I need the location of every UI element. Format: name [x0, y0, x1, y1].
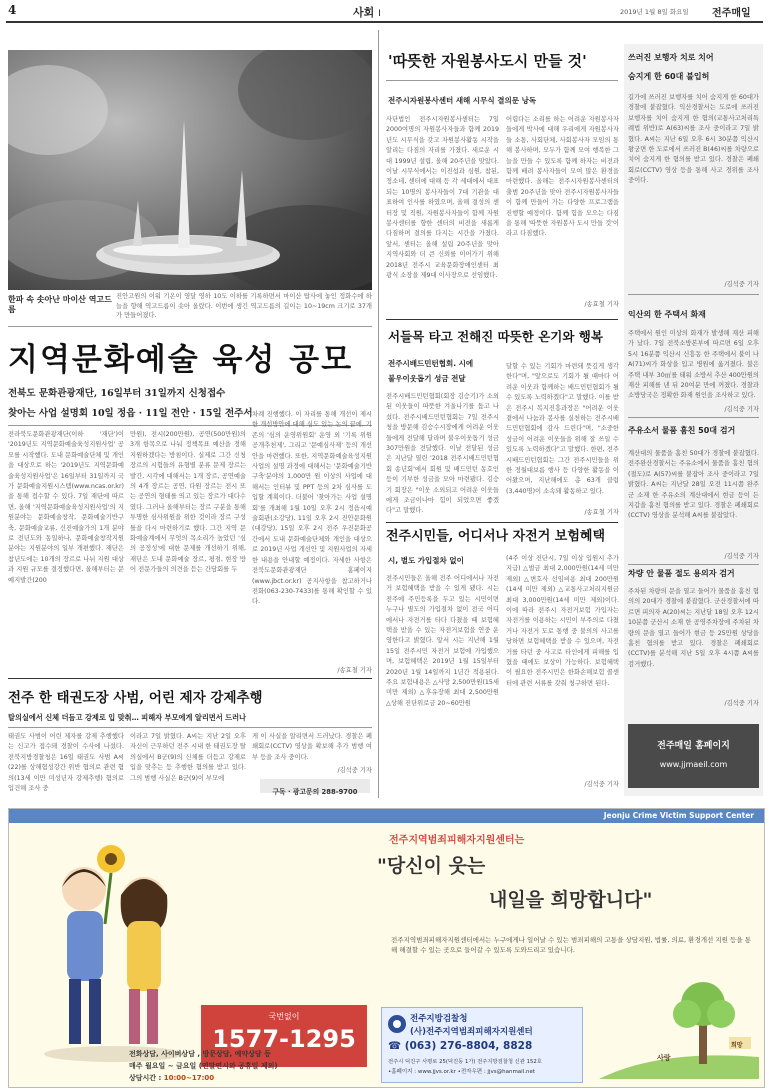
ad-hours-line: 상담시간 : 10:00~17:00	[129, 1074, 215, 1082]
volunteer-signature: /송효철 기자	[584, 301, 619, 308]
volunteer-col2: 어렵다는 소리를 하는 어려운 자원봉사자들에게 박사에 대해 우리에게 자원봉사자들 소통, 사회단체, 사회봉사자 모임의 통해 봉사하며, 모두가 함께 모여 행복한 그늘을 만들 수 있도록 함께 하자는 비전과 함께 배려 봉사자들이 모여 많은 환경을 마련했다. 올해는 전주시자원봉사센터의 출범 20주년을 맞아 전주시자원봉사자들이 함께 만들어 가는 다양한 프로그램을 진행할 예정이다. 함께 힘을 모으는 다짐을 통해 '따뜻한 자원봉사 도시 만들 것'이라고 다짐했다.	[506, 116, 619, 238]
volunteer-headline: '따뜻한 자원봉사도시 만들 것'	[388, 52, 587, 70]
welfare-bottom-rule	[386, 522, 618, 523]
art-headline: 지역문화예술 육성 공모	[8, 342, 354, 378]
paper-name: 전주매일	[712, 8, 751, 19]
homepage-promo-url[interactable]: www.jjmaeil.com	[659, 760, 728, 769]
photo-caption-title: 한파 속 솟아난 마이산 역고드름	[8, 295, 112, 314]
ad-hours-time: 10:00~17:00	[163, 1074, 215, 1082]
sidebar-rule-3	[628, 564, 759, 565]
art-rule	[8, 678, 372, 679]
hotline-label: 국번없이	[268, 1012, 300, 1021]
homepage-promo[interactable]	[628, 724, 759, 788]
art-col3: 차례 진행했다. 이 자리를 통해 개선이 제시한 개선방안에 대해 심도 있는 논의 끝에, 기존의 '심의 운영위원회' 운영 외 '기록 위원 공개추천제', 그리고 '문예심사제' 등의 개선안을 마련했다. 또한, 지역문화예술육성지원사업의 설명 과정에 대해서는 '문화예술기반구축'분야의 1,000만 원 이상의 사업에 대해서는 인터뷰 및 PPT 등의 2차 심사를 도입할 계획이다. 더불어 '찾아가는 사업 설명회'를 개최해 1월 10일 오후 2시 정읍시예술회관(소강당), 11일 오후 2시 진안문화원(대강당), 15일 오후 2시 전주 우진문화공간에서 도내 문화예술단체와 개인을 대상으로 2019년 사업 개선안 및 지원사업의 자세한 내용을 안내할 예정이다. 자세한 사항은 전북도문화관광재단 홈페이지(www.jbct.or.kr) 공지사항을 참고하거나 전화(063-230-7433)를 통해 확인할 수 있다.	[252, 411, 372, 606]
ad-slogan-line2: 내일을 희망합니다"	[489, 889, 653, 911]
ad-phone[interactable]: ☎ (063) 276-8804, 8828	[388, 1040, 533, 1052]
sidebar-news3-signature: /김석중 기자	[724, 553, 759, 560]
insurance-signature: /김석중 기자	[584, 781, 619, 788]
volunteer-sub: 전주시자원봉사센터 새해 시무식 결의문 낭독	[388, 96, 537, 105]
sidebar-news4-signature: /김석중 기자	[724, 700, 759, 707]
sidebar-news1-title2: 숨지게 한 60대 불입허	[628, 72, 710, 81]
insurance-col2: (4주 이상 진단시, 7일 이상 입원시 추가 지급) △벌금 최대 2,000만원(14세 미만 제외) △변호사 선임비용 최대 200만원(14세 미만 제외) △교통사고처리지원금 최대 3,000만원(14세 미만 제외)이다. 이에 따라 전주시 자전거보험 가입자는 자전거를 이용하는 시민이 부주의로 다쳤거나 자전거 도로 통행 중 불의의 사고를 당하면 보험혜택을 받을 수 있으며, 자전거를 타던 중 사고로 타인에게 피해를 입혔을 때에도 보상이 가능하다. 보험혜택이 필요한 전주시민은 한화손해보험 콜센터에 관련 서류를 갖춰 청구하면 된다.	[506, 555, 619, 687]
subscribe-text: 구독 · 광고문의 288-9700	[272, 788, 358, 796]
hotline-number[interactable]: 1577-1295	[212, 1025, 356, 1053]
sidebar-news4-title: 차량 안 물품 절도 용의자 검거	[628, 569, 735, 578]
insurance-headline: 전주시민들, 어디서나 자전거 보험혜택	[386, 529, 606, 544]
column-separator	[378, 30, 379, 798]
header-date: 2019년 1월 8일 화요일	[620, 8, 689, 16]
ad-sign-hope: 희망	[731, 1042, 743, 1049]
sidebar-news4-body: 주차된 차량의 문을 열고 들어가 물품을 훔친 혐의의 20대가 경찰에 붙잡혔다. 군산경찰서에 따르면 피의자 A(20)씨는 지난달 18일 오후 12시 10분쯤 군산시 소재 한 공영주차장에 주차된 차량의 문을 열고 들어가 현금 등 25만원 상당을 훔친 혐의를 받고 있다. 경찰은 폐쇄회로(CCTV)를 분석해 지난 5일 오후 4시쯤 A씨를 검거했다.	[628, 588, 759, 668]
volunteer-bottom-rule	[386, 319, 618, 320]
ad-logo-icon	[387, 1014, 407, 1034]
sidebar-news1-signature: /김석중 기자	[724, 281, 759, 288]
sidebar	[624, 44, 763, 796]
taekwondo-sub: 탈의실에서 신체 더듬고 강제로 입 맞춰… 피해자 부모에게 알리면서 드러나	[8, 713, 247, 722]
welfare-col2: 달할 수 있는 기회가 마련돼 뜻깊게 생각한다"며, "앞으로도 기회가 될 때마다 어려운 이웃과 함께하는 배드민턴협회가 될 수 있도록 노력하겠다"고 말했다. 이를 받은 전주시 복지진흥과장은 "어려운 이웃 곁에서 나눔과 봉사를 실천하는 전주시배드민턴협회에 감사 드린다"며, "소중한 성금이 어려운 이웃들을 위해 잘 쓰일 수 있도록 노력하겠다"고 말했다. 한편, 전주시배드민턴협회는 그간 전주시민들을 위한 정월대보름 행사 등 다양한 활동을 이어왔으며, 지난해에도 총 63개 클럽(3,440명)이 소속돼 활동하고 있다.	[506, 363, 619, 495]
art-signature: /송효철 기자	[337, 667, 372, 674]
main-photo	[8, 50, 372, 290]
ad-org1: 전주지방검찰청	[410, 1014, 468, 1024]
taekwondo-col1: 태권도 사범이 어린 제자를 강제 추행했다는 신고가 접수돼 경찰이 수사에 나섰다. 전북지방경찰청은 16일 태권도 사범 A씨(22)를 상해혐성강간 위반 협의로 관련 혐의(13세 이만 미성년자 강제추행) 혐의로 입건해 조사 중	[8, 733, 124, 793]
sidebar-news1-title: 쓰러진 보행자 치로 치어	[628, 53, 714, 62]
welfare-col1: 전주시배드민턴협회(회장 김승기)가 소외된 이웃들이 따뜻한 겨울나기를 돕고 나섰다. 전주시배드민턴협회는 7일 전주시청을 방문해 김승수시장에게 어려운 이웃들에게 전달해 달라며 불우이웃돕기 성금 307만원을 전달했다. 이날 전달된 성금은 지난달 열린 '2018 전주시배드민턴협회 송년회'에서 회원 및 배드민턴 동호인 등이 기부한 성금을 모아 마련됐다. 김승기 회장은 "이웃 소외되고 어려운 이웃들에게 조금이나마 힘이 되었으면 좋겠다"고 말했다.	[386, 393, 499, 515]
page-number: 4	[8, 3, 17, 17]
ad-org2: (사)전주지역범죄피해자지원센터	[410, 1027, 533, 1037]
ad-contact-box	[381, 1007, 583, 1083]
welfare-headline: 서들목 타고 전해진 따뜻한 온기와 행복	[388, 329, 603, 344]
sidebar-news2-title: 익산의 한 주택서 화재	[628, 310, 706, 319]
art-sub2: 찾아는 사업 설명회 10일 정읍 · 11일 전안 · 15일 전주서	[8, 408, 253, 419]
volunteer-col1: 사단법인 전주시자원봉사센터는 7일 2000여명의 자원봉사자들과 함께 2019년도 시무식을 갖고 자원봉사활동 시작을 알리는 다짐의 자리를 가졌다. 새로운 시대 1999년 설립, 올해 20주년을 맞았다. 이날 시무식에서는 이진섭과 심원, 참된, 정소네, 센터에 대해 등 각 세대에서 대표되는 10명의 봉사자들이 7대 기관을 대표하여 인사를 하였으며, 올해 결성의 센터장 및 직원, 자원봉사자들이 함께 자원봉사센터를 향한 센터의 비전을 새롭게 다짐하며 결의를 다지는 시간을 가졌다. 앞서, 센터는 올해 설립 20주년을 맞아 지역사회와 더 큰 신뢰를 이어가기 위해 2018년 전주시 교육문화장애인센터 최광식 소장을 제9대 이사장으로 선임했다.	[386, 116, 499, 280]
sidebar-rule-2	[628, 417, 759, 418]
ad-top-bar	[9, 809, 764, 823]
header-rule	[6, 21, 763, 23]
sidebar-news2-body: 주택에서 원인 미상의 화재가 발생해 재산 피해가 났다. 7일 전북소방본부에 따르면 6일 오후 5시 16분쯤 익산시 신흥동 한 주택에서 불이 나 A(71)씨가 화상을 입고 병원에 옮겨졌다. 불은 주택 내부 30㎡를 태워 소방서 추산 400만원의 재산 피해를 낸 뒤 20여분 만에 꺼졌다. 경찰과 소방당국은 정확한 화재 원인을 조사하고 있다.	[628, 330, 759, 400]
insurance-col1: 전주시민들은 올해 전주 어디에서나 자전거 보험혜택을 받을 수 있게 됐다. 시는 전주에 주민등록을 두고 있는 시민이면 누구나 별도의 가입절차 없이 전국 어디에서나 자전거를 타다 다쳤을 때 보험혜택을 받을 수 있는 자전거보험을 연중 운영한다고 밝혔다. 앞서 시는 지난해 1월 15일 전주시민 자전거 보험에 가입했으며, 보험혜택은 2019년 1월 15일부터 2020년 1월 14일까지 1년간 적용된다. 주요 보험내용은 △사망 2,500만원(15세 미만 제외) △후유장해 최대 2,500만원 △상해 진단위로금 20~60만원	[386, 575, 499, 707]
subscribe-bar	[260, 779, 370, 796]
ad-tree-illustration	[599, 979, 759, 1079]
welfare-sub1: 전주시배드민턴협회. 시에	[388, 359, 474, 368]
ad-hours: 매주 월요일 ~ 금요일 (연말연시와 공휴일 제외)	[129, 1062, 278, 1070]
section-title: 사회 I	[353, 6, 381, 19]
sidebar-news1-body: 길가에 쓰러진 보행자를 치어 숨지게 한 60대가 경찰에 붙잡혔다. 익산경찰서는 도로에 쓰러진 보행자를 치어 숨지게 한 혐의(교통사고처리특례법 위반)로 A(63)씨를 조사 중이라고 7일 밝혔다. A씨는 지난 6일 오후 6시 30분쯤 익산시 왕궁면 한 도로에서 쓰러진 B(46)씨를 차량으로 치어 숨지게 한 혐의를 받고 있다. 경찰은 폐쇄회로(CCTV) 영상 등을 통해 사고 경위를 조사 중이다.	[628, 94, 759, 185]
taekwondo-col3: 게 이 사실을 알리면서 드러났다. 경찰은 폐쇄회로(CCTV) 영상을 확보해 추가 범행 여부 등을 조사 중이다.	[252, 733, 372, 761]
sidebar-rule-1	[628, 294, 759, 295]
homepage-promo-title: 전주매일 홈페이지	[657, 741, 730, 751]
ad-sign-love: 사랑	[657, 1054, 671, 1062]
taekwondo-col2: 이라고 7일 밝혔다. A씨는 지난 2일 오후 자신이 근무하던 전주 시내 한 태권도장 탈의실에서 B군(9)의 신체를 더듬고 강제로 입을 맞추는 등 추행한 혐의를 받고 있다. 그의 범행 사실은 B군(9)이 부모에	[130, 733, 246, 782]
page-header	[0, 0, 769, 22]
insurance-sub: 시, 별도 가입절차 없이	[388, 556, 464, 565]
photo-rule	[8, 326, 372, 327]
taekwondo-sub-rule	[8, 727, 372, 728]
volunteer-rule	[386, 80, 618, 81]
ad-services: 전화상담, 사이버상담 , 방문상담, 예약상담 등	[129, 1050, 271, 1058]
ice-stalagmite-photo	[8, 50, 372, 290]
ad-web[interactable]: •홈페이지 : www.jjvs.or.kr •전자우편 : jjvs@hanmail.net	[388, 1069, 535, 1075]
sidebar-news2-signature: /김석중 기자	[724, 406, 759, 413]
welfare-sub2: 불우이웃돕기 성금 전달	[388, 374, 466, 383]
children-illustration	[39, 829, 189, 1064]
sidebar-news3-title: 주유소서 물품 훔친 50대 검거	[628, 426, 736, 435]
sidebar-news3-body: 계산대의 물품을 훔친 50대가 경찰에 붙잡혔다. 전주완산경찰서는 주유소에서 물품을 훔친 혐의(절도)로 A(57)씨를 붙잡아 조사 중이라고 7일 밝혔다. A씨는 지난달 28일 오전 11시쯤 완주군 소재 한 주유소의 계산대에서 현금 등이 든 지갑을 훔친 혐의를 받고 있다. 경찰은 폐쇄회로(CCTV) 영상을 분석해 A씨를 붙잡았다.	[628, 450, 759, 520]
art-col2: 만원), 전시(200만원), 공연(500만원)의 3개 항목으로 나눠 정책목표 예산을 정해 지원하겠다는 방침이다. 실제로 그간 신청 장르의 시험들의 유형별 분류 문제 장르는 발간, 시각에 대해서는 1개 장르, 공연예술의 4개 장르는 공연, 다원 장르는 전시 또는 공연의 형태를 띄고 있는 장르가 대다수였다. 그러나 올해부터는 장르 구분을 통해 투명한 심사위원을 위한 것이라 장르 구성 틀을 다시 마련하기로 했다. 그간 지역 문화예술계에서 무엇의 목소리가 높았던 '심의 공정성'에 대한 문제를 개선하기 위해, 재단은 도내 문화예술 장르, 평점, 현장 방어 전문가들의 의견을 듣는 간담회를 두	[130, 431, 246, 574]
taekwondo-signature: /김석중 기자	[337, 767, 372, 774]
art-sub1: 전북도 문화관광재단, 16일부터 31일까지 신청접수	[8, 388, 226, 399]
welfare-signature: /송효철 기자	[584, 509, 619, 516]
ad-org-line: 전주지역범죄피해자지원센터는	[389, 835, 525, 846]
ad-address: 전주시 덕진구 사평로 25(덕진동 1가) 전주지방검찰청 신관 152호	[388, 1059, 542, 1065]
art-col1: 전라북도문화관광재단(이하 '재단')이 '2019년도 지역문화예술육성지원사업' 공모를 시작했다. 도내 문화예술단체 및 개인을 대상으로 하는 '2019년도 지역문화예술육성지원사업'은 16일부터 31일까지 국가 문화예술지원시스템(www.ncas.or.kr)을 통해 접수할 수 있다. 7일 재단에 따르면, 올해 '지역문화예술육성지원사업'의 지원분야는 문화예술창작, 문화예술기반구축, 문화예술교류, 신진예술가의 1개 분야로 전년도와 동일하나, 문화예술창작지원 분야는 지원분야의 일부 개편했다. 재단은 참년도에는 10개의 장르로 나뉘 지원 대상과 지원 규모를 결정했다면, 올해부터는 문예지발간(200	[8, 431, 124, 584]
ad-slogan-line1: "당신이 웃는	[377, 855, 486, 877]
photo-caption-body: 진안고원의 이워 기온이 영달 영하 10도 이하를 기록하면서 마이산 탑사에 놓인 정화수에 하늘을 향해 역고드름이 솟아 올랐다. 이번에 생긴 역고드름의 길이는 10~19cm 크기로 37개가 만들어졌다.	[116, 293, 372, 319]
crime-victim-ad	[8, 808, 765, 1088]
taekwondo-headline: 전주 한 태권도장 사범, 어린 제자 강제추행	[8, 690, 263, 706]
ad-description: 전주지역범죄피해자지원센터에서는 누구에게나 일어날 수 있는 범죄피해의 고통을 상담지원, 법률, 의료, 환경개선 지원 등을 통해 해결할 수 있는 곳으로 들어갈 수 있도록 도와드리고 있습니다.	[391, 936, 751, 955]
ad-top-label: Jeonju Crime Victim Support Center	[603, 811, 754, 820]
